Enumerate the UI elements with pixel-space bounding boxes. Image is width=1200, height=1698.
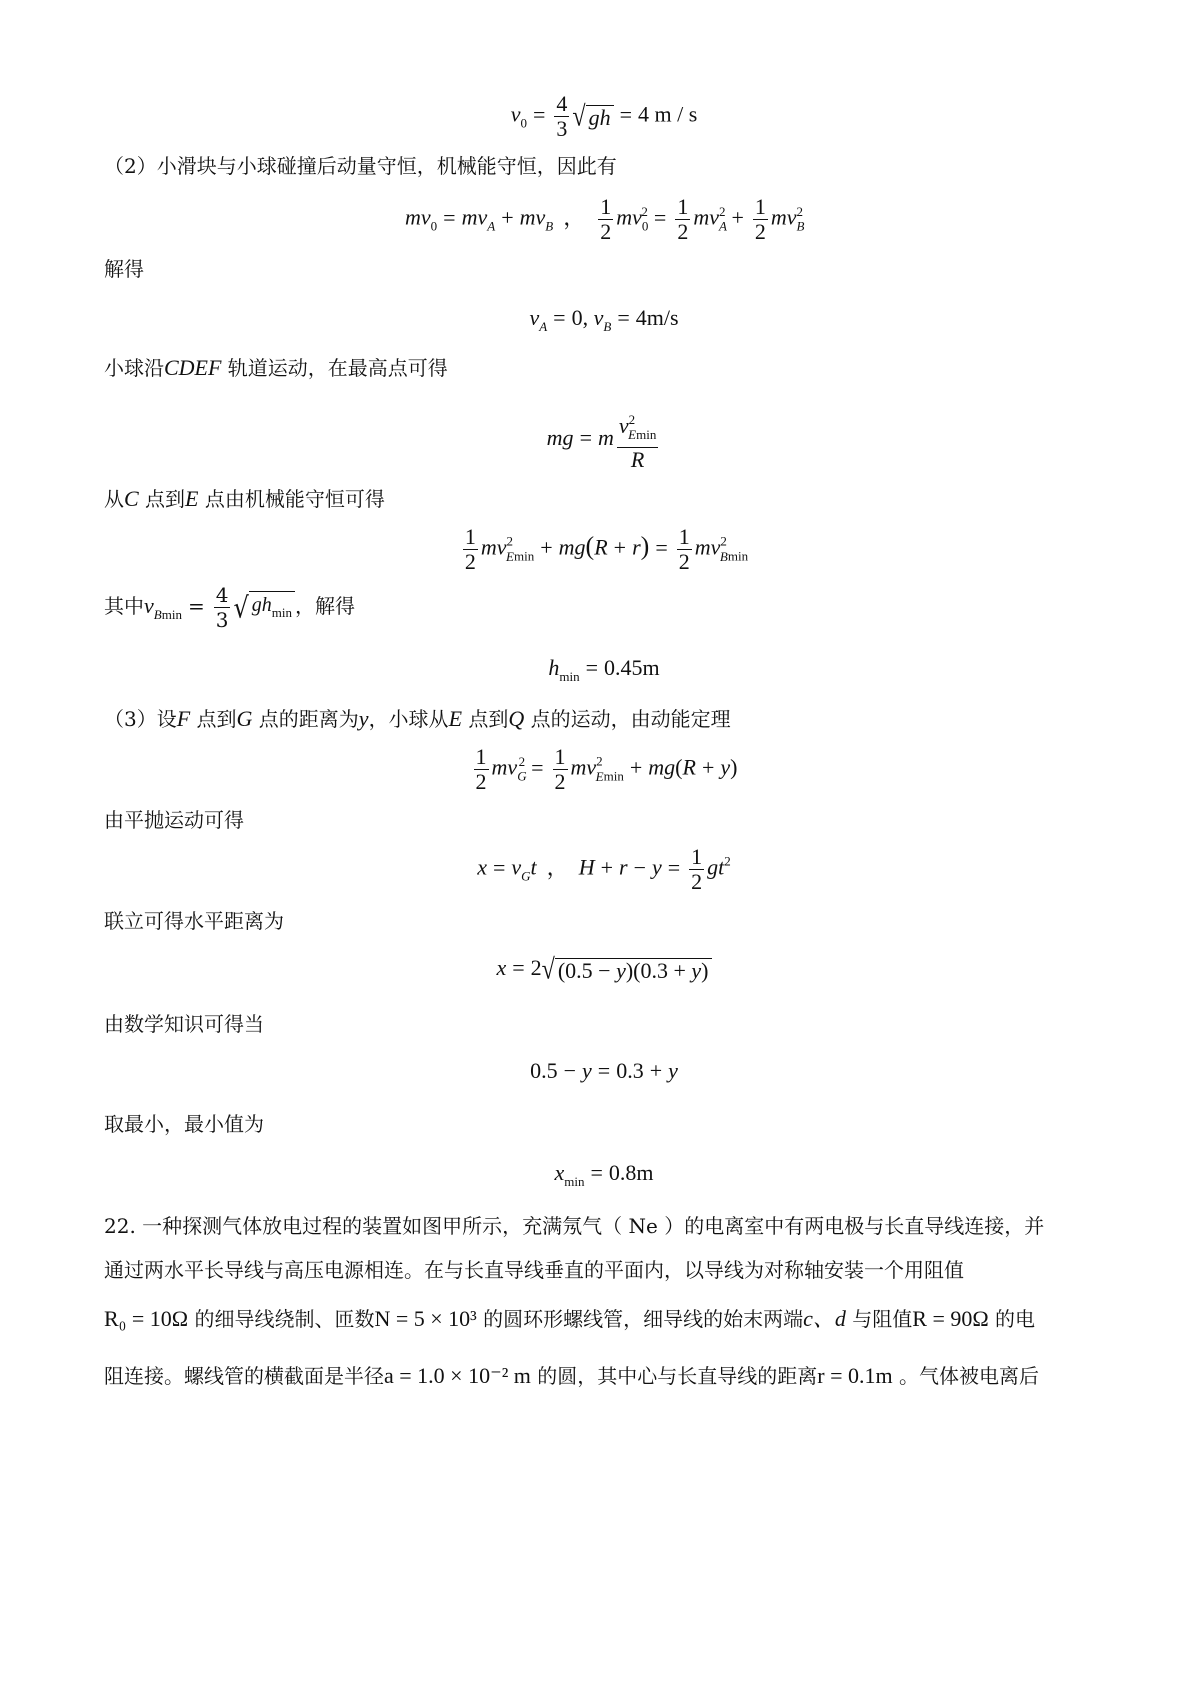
paragraph-part-2: （2）小滑块与小球碰撞后动量守恒，机械能守恒，因此有 [104, 154, 617, 178]
equation-top-point: mg = m $\frac{v^2_{Emin}}{R}$ [104, 408, 1104, 472]
equation-projectile: $x = v_Gt$ ， H + r − y = $\frac{1}{2}$ $gt^2$ [477, 844, 731, 894]
equation-energy-conservation: $\frac{1}{2}$ $mv^2_{Emin} + mg(R + r)$ = $\frac{1}{2}$ $mv^2_{Bmin}$ [464, 524, 749, 574]
label-combined: 联立可得水平距离为 [104, 909, 284, 933]
equation-kinetic-energy: $\frac{1}{2}$ $mv_G^2$ = $\frac{1}{2}$ $mv^2_{Emin} + mg(R + y)$ [475, 744, 738, 794]
q22-line-4: 阻连接。螺线管的横截面是半径a = 1.0 × 10⁻² m 的圆，其中心与长直导线的距离r = 0.1m 。气体被电离后 [104, 1363, 1039, 1388]
q22-line-1: 22. 一种探测气体放电过程的装置如图甲所示，充满氖气（ Ne ）的电离室中有两电极与长直导线连接，并 [104, 1214, 1045, 1238]
equation-v0: $v_0$ = $\frac{4}{3}$ √ gh = 4 m / s [510, 91, 698, 141]
label-minimum: 取最小，最小值为 [104, 1112, 264, 1136]
equation-va-vb: $v_A = 0$, $v_B = 4m/s$ [529, 305, 679, 334]
equation-horizontal-distance: x = 2√ (0.5 − y)(0.3 + y) [104, 955, 1104, 984]
equation-momentum-energy: $mv_0 = mv_A + mv_B$ ， $\frac{1}{2}$ $mv_0^2$ = $\frac{1}{2}$ $mv_A^2$ + $\frac{1}{2}$ $mv_B^2$ [405, 194, 805, 244]
q22-line-2: 通过两水平长导线与高压电源相连。在与长直导线垂直的平面内，以导线为对称轴安装一个用阻值 [104, 1258, 964, 1282]
equation-condition: 0.5 − y = 0.3 + y [530, 1058, 678, 1083]
label-solved-1: 解得 [104, 257, 144, 281]
paragraph-part-3: （3）设F 点到G 点的距离为y，小球从E 点到Q 点的运动，由动能定理 [104, 706, 731, 731]
label-projectile: 由平抛运动可得 [104, 808, 244, 832]
equation-xmin: $x_{min} = 0.8m$ [554, 1160, 654, 1189]
q22-line-3: R₀ = 10Ω 的细导线绕制、匝数N = 5 × 10³ 的圆环形螺线管，细导线的始末两端c、d 与阻值R = 90Ω 的电 [104, 1306, 1036, 1331]
paragraph-where: 其中$v_{Bmin}$ = $\frac{4}{3}$ √ $gh_{min}$ ，解得 [104, 583, 355, 632]
label-math: 由数学知识可得当 [104, 1012, 264, 1036]
paragraph-c-to-e: 从C 点到E 点由机械能守恒可得 [104, 486, 385, 511]
paragraph-cdef: 小球沿CDEF 轨道运动，在最高点可得 [104, 355, 448, 380]
equation-hmin: $h_{min} = 0.45m$ [548, 655, 660, 684]
